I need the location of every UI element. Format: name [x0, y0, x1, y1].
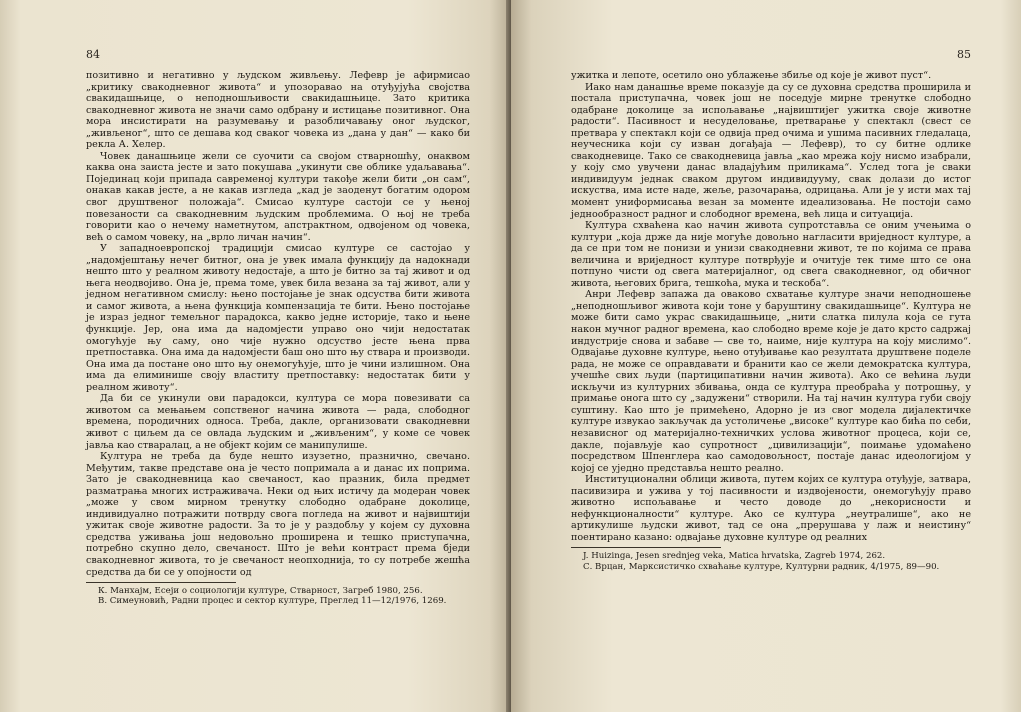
paragraph: Иако нам данашње време показује да су се духовна средства проширила и постала приступачна, човек још не поседује мирне тренутке слободно одабране доколице за испољавање „највиштијег ужитка своје животне радости“. Пасивност и несуделовање, претварање у спектакл (свест се претвара у спектакл који се одвија пред очима и ушима пасивних гледалаца, неучесника који су изван догађаја — Лефевр), то су битне одлике свакодневице. Тако се свакодневица јавља „као мрежа коју нисмо изабрали, у коју смо увучени данас владајућим приликама“. Услед тога је сваки индивидуум једнак сваком другом индивидууму, свак долази до истог искуства, има исте наде, жеље, разочарања, одрицања. Али је у исти мах тај момент униформисања везан за моменте идеализовања. Не постоји само једнообразност радног и слободног времена, већ лица и ситуација.: [571, 81, 971, 220]
footnote-rule: [86, 582, 236, 583]
page-number-right: 85: [957, 48, 971, 61]
footnotes-left: [86, 586, 470, 607]
right-page: [511, 0, 1021, 712]
paragraph: Анри Лефевр запажа да оваково схватање културе значи неподношење „неподношљивог живота који тоне у баруштину свакидашњице“. Култура не може бити само украс свакидашњице, „нити слатка пилула која се гута након мучног радног времена, као слободно време које је дато крсто садржај индустрије снова и забаве — све то, наиме, није култура на коју мислимо“. Одвајање духовне културе, њено отуђивање као резултата друштвене поделе рада, не може се оправдавати и бранити као се жели демократска култура, учешће свих људи (партиципативни начин живота). Ако се већина људи искључи из културних збивања, онда се култура преобраћа у потрошњу, у примање онога што су „задужени“ створили. На тај начин култура губи своју суштину. Као што је примећено, Адорно је из свог модела дијалектичке културе извукао закључак да устоличење „високе“ културе као бића по себи, независног од материјално-техничких услова животног процеса, који се, дакле, појављује као супротност „цивилизацији“, поимање удомаћено посредством Шпенглера као самодовољност, постаје данас идеологијом у којој се уједно представља нешто реално.: [571, 289, 971, 474]
footnote: В. Симеуновић, Радни процес и сектор културе, Преглед 11—12/1976, 1269.: [98, 596, 447, 607]
paragraph: позитивно и негативно у људском живљењу. Лефевр је афирмисао „критику свакодневног живота“ и упозоравао на отуђујућа својства свакидашњице, о неподношљивости свакидашњице. Зато критика свакодневног живота не значи само одбрану и истицање позитивног. Она мора инсистирати на разумевању и разобличавању оног људског, „живљеног“, што се дешава код сваког човека из „дана у дан“ — како би рекла А. Хелер.: [86, 70, 470, 151]
right-page-body: [571, 70, 971, 543]
paragraph: Култура схваћена као начин живота супротставља се оним учењима о култури „која држе да није могуће довољно нагласити вриједност културе, а да се при том не понизи и унизи свакодневни живот, те по којима се права величина и вриједност културе потврђује и очитује тек тиме што се она потпуно чисти од свега материјалног, од свега свакодневног, од обичног живота, његових брига, тешкоћа, мука и тескоба“.: [571, 220, 971, 289]
paragraph: Да би се укинули ови парадокси, култура се мора повезивати са животом са мењањем сопственог начина живота — рада, слободног времена, породичних односа. Треба, дакле, организовати свакодневни живот с циљем да се овлада људским и „живљеним“, у коме се човек јавља као стваралац, а не објект којим се манипулише.: [86, 393, 470, 451]
paragraph: Институционални облици живота, путем којих се култура отуђује, затвара, пасивизира и ужива у тој пасивности и издвојености, онемогућују право животно испољавање и често доводе до „некорисности и нефункционалности“ културе. Ако се култура „неутралише“, ако не артикулише људски живот, тад се она „прерушава у лаж и неистину“ поентирано казано: одвајање духовне културе од реалних: [571, 474, 971, 543]
footnotes-right: [571, 551, 971, 572]
paragraph: ужитка и лепоте, осетило оно ублажење збиље од које је живот пуст“.: [571, 70, 932, 81]
footnote-rule: [571, 547, 721, 548]
paragraph: Култура не треба да буде нешто изузетно, празнично, свечано. Међутим, такве представе она је често попримала а и данас их поприма. Зато је свакодневница као свечаност, као празник, била предмет разматрања многих истраживача. Неки од њих истичу да модеран човек „може у свом мирном тренутку слободно одабране доколице, индивидуално потражити потврду свога погледа на живот и највиштији ужитак своје животне радости. За то је у раздобљу у којем су духовна средства уживања још недовољно проширена и тешко приступачна, потребно скупно дело, свечаност. Што је већи контраст према бједи свакодневног живота, то је свечаност неопходнија, то су потребе жешћа средства да би се у опојности од: [86, 451, 470, 578]
footnote: К. Манхајм, Есеји о социологији културе, Стварност, Загреб 1980, 256.: [98, 586, 423, 597]
paragraph: У западноевропској традицији смисао културе се састојао у „надомјештању нечег битног, она је увек имала функцију да надокнади нешто што у реалном животу недостаје, а што је битно за тај живот и од њега неодвојиво. Она је, према томе, увек била везана за тај живот, али у једном негативном смислу: њено постојање је знак одсуства бити живота и самог живота, а њена функција компензација те бити. Њено постојање је израз једног темељног парадокса, какво једне историје, тако и њене функције. Јер, она има да надомјести управо оно чији недостатак омогућује њу саму, оно чије нужно одсуство јесте њена прва претпоставка. Она има да надомјести баш оно што њу ствара и производи. Она има да постане оно што њу онемогућује, што је чини излишном. Она има да елиминише своју властиту претпоставку: недостатак бити у реалном животу“.: [86, 243, 470, 393]
footnote: J. Huizinga, Jesen srednjeg veka, Matica hrvatska, Zagreb 1974, 262.: [583, 551, 886, 562]
page-number-left: 84: [86, 48, 100, 61]
footnote: С. Врцан, Марксистичко схваћање културе, Културни радник, 4/1975, 89—90.: [583, 561, 940, 572]
paragraph: Човек данашњице жели се суочити са својом стварношћу, онаквом каква она заиста јесте и зато покушава „укинути све облике удаљавања“. Појединац који припада савременој култури такође жели бити „он сам“, онакав какав јесте, а не какав изгледа „кад је заоденут богатим одором свог друштвеног положаја“. Смисао културе састоји се у њеној повезаности са свакодневним људским проблемима. О њој не треба говорити као о нечему наметнутом, апстрактном, одвојеном од човека, већ о самом човеку, на „врло личан начин“.: [86, 150, 470, 243]
left-page: [0, 0, 510, 712]
left-page-body: [86, 70, 470, 578]
